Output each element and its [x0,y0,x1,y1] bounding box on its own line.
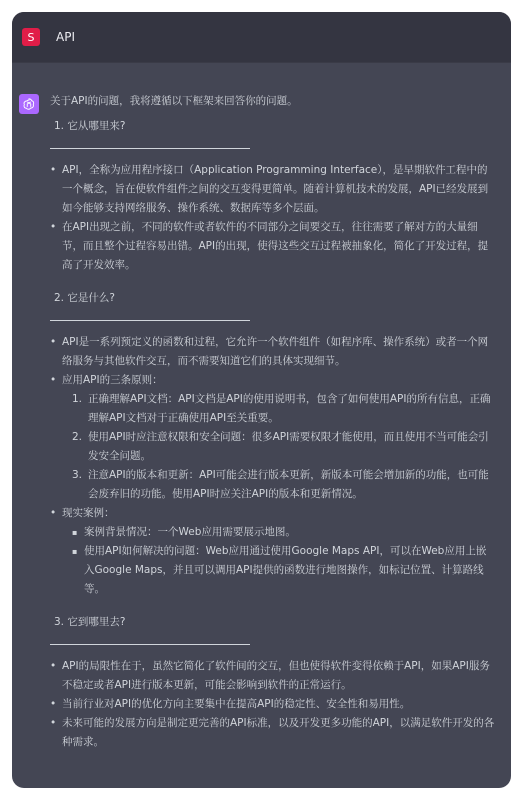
section-heading-1: 1. 它从哪里来? [54,120,126,132]
list-item [50,504,495,599]
section-2-bullets [50,333,495,599]
list-item [62,466,495,504]
list-item [62,390,495,428]
section-heading-3: 3. 它到哪里去? [54,616,126,628]
user-message: API [56,30,75,44]
list-number: 3. [72,469,83,481]
list-number: 2. [72,431,83,443]
list-item [62,428,495,466]
case-label: 现实案例： [62,507,115,519]
chat-window [12,12,511,788]
section-1-bullets [50,161,495,275]
user-message-row [12,12,511,63]
case-list [62,523,495,599]
principles-list [62,390,495,504]
section-divider [50,644,250,645]
list-item: ▪ 案例背景情况：一个Web应用需要展示地图。 [62,523,495,542]
principle-text: 正确理解API文档：API文档是API的使用说明书，包含了如何使用API的所有信息，正确理解API文档对于正确使用API至关重要。 [88,393,491,424]
list-item: • API是一系列预定义的函数和过程，它允许一个软件组件（如程序库、操作系统）或者一个网络服务与其他软件交互，而不需要知道它们的具体实现细节。 [50,333,495,371]
assistant-response [12,62,511,788]
section-3-bullets [50,657,495,752]
principle-text: 注意API的版本和更新：API可能会进行版本更新，新版本可能会增加新的功能，也可能会废弃旧的功能。使用API时应关注API的版本和更新情况。 [88,469,489,500]
user-avatar: S [22,28,40,46]
principle-text: 使用API时应注意权限和安全问题：很多API需要权限才能使用，而且使用不当可能会引发安全问题。 [88,431,489,462]
list-item: • 在API出现之前，不同的软件或者软件的不同部分之间要交互，往往需要了解对方的大量细节，而且整个过程容易出错。API的出现，使得这些交互过程被抽象化，简化了开发过程，提高了开发效率。 [50,218,495,275]
list-item: ▪ 使用API如何解决的问题：Web应用通过使用Google Maps API，可以在Web应用上嵌入Google Maps，并且可以调用API提供的函数进行地图操作，如标记位置、计算路线等。 [62,542,495,599]
list-item: • 当前行业对API的优化方向主要集中在提高API的稳定性、安全性和易用性。 [50,695,495,714]
response-intro: 关于API的问题，我将遵循以下框架来回答你的问题。 [50,95,298,107]
principles-label: 应用API的三条原则： [62,374,163,386]
list-item [50,371,495,504]
section-divider [50,320,250,321]
section-divider [50,148,250,149]
list-item: • 未来可能的发展方向是制定更完善的API标准，以及开发更多功能的API，以满足软件开发的各种需求。 [50,714,495,752]
list-item: • API的局限性在于，虽然它简化了软件间的交互，但也使得软件变得依赖于API，如果API服务不稳定或者API进行版本更新，可能会影响到软件的正常运行。 [50,657,495,695]
list-number: 1. [72,393,83,405]
section-heading-2: 2. 它是什么? [54,292,115,304]
list-item: • API，全称为应用程序接口（Application Programming Interface），是早期软件工程中的一个概念，旨在使软件组件之间的交互变得更简单。随着计算机技术的发展，API已经发展到如今能够支持网络服务、操作系统、数据库等多个层面。 [50,161,495,218]
